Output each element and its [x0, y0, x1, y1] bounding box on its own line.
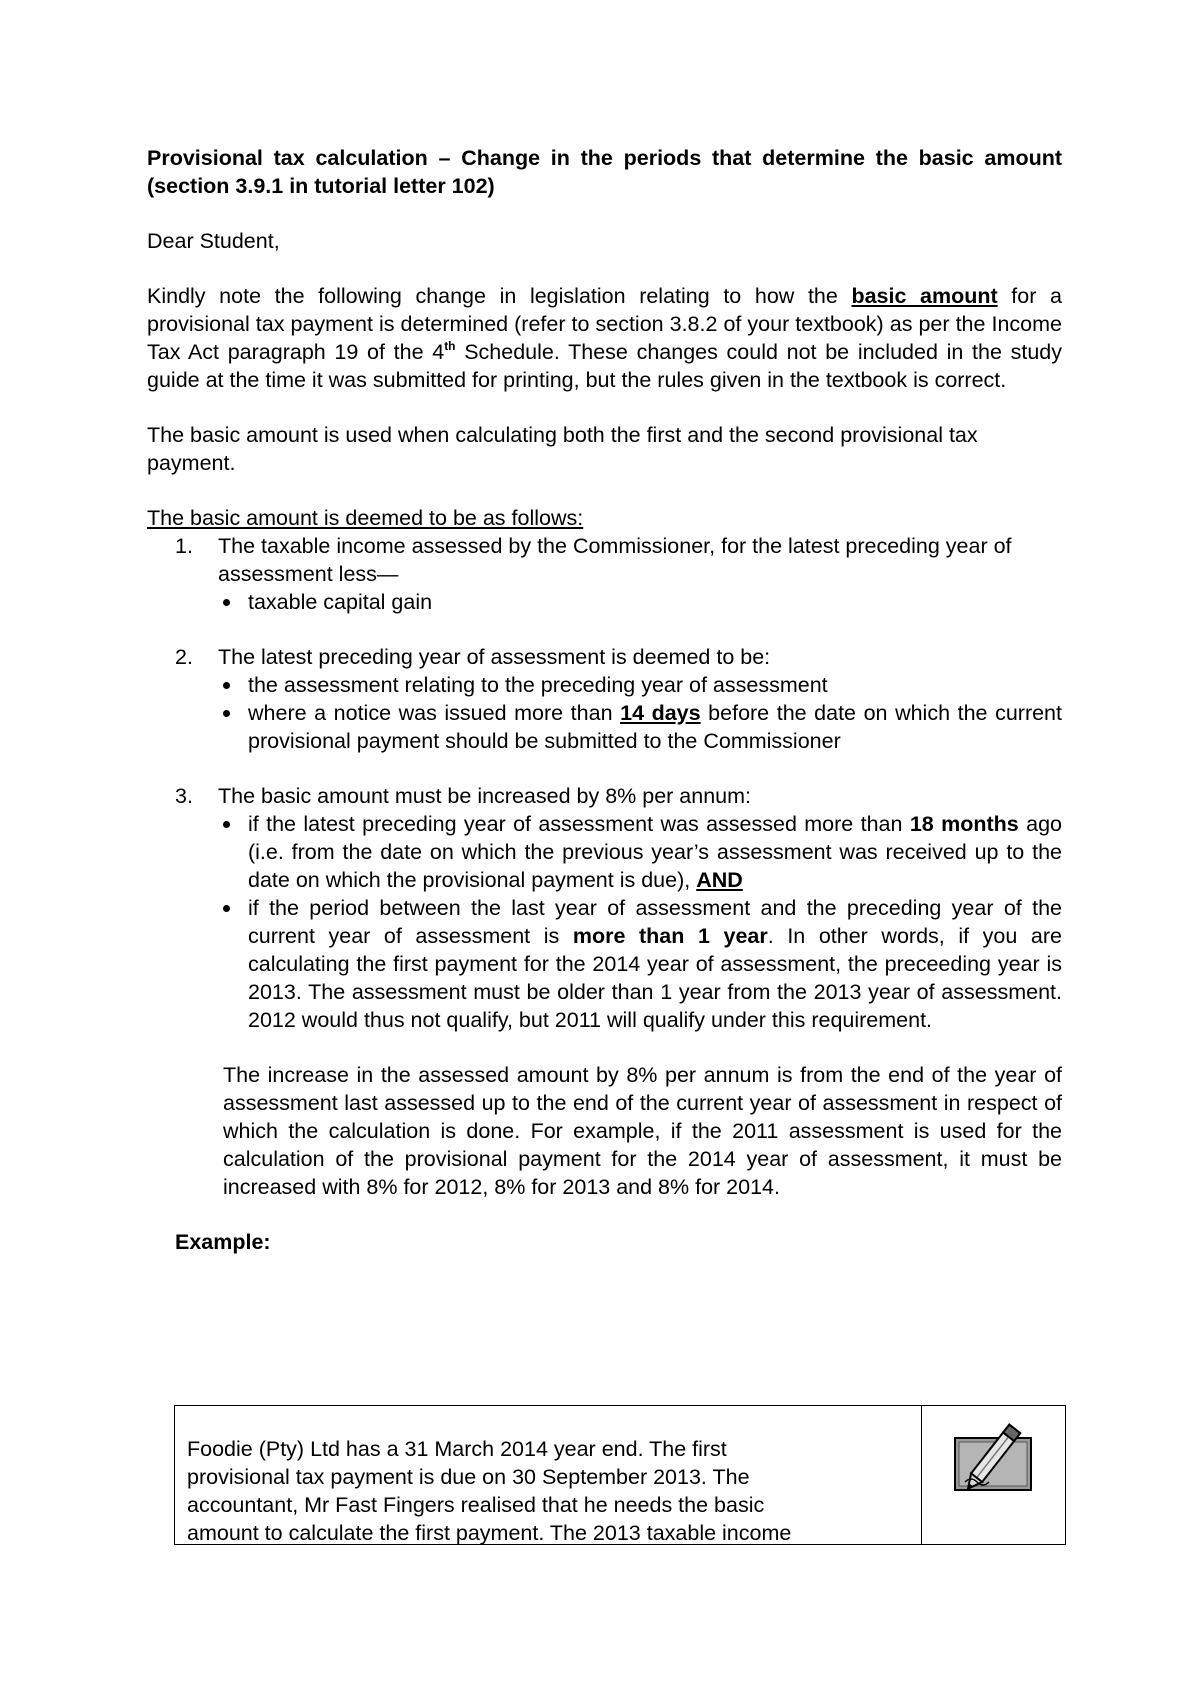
bullet-text: where a notice was issued more than: [248, 701, 621, 725]
basic-amount-emphasis: basic amount: [851, 284, 998, 308]
list-item-2: [147, 643, 1062, 755]
example-line: accountant, Mr Fast Fingers realised that he needs the basic: [187, 1493, 765, 1517]
bullet-text: if the latest preceding year of assessment was assessed more than: [248, 812, 910, 836]
bullet-text: if the period between the last year of assessment and the preceding year of the current year of assessment is: [248, 896, 1062, 948]
list-item-1: [147, 532, 1062, 616]
document-title: Provisional tax calculation – Change in the periods that determine the basic amount (section 3.9.1 in tutorial letter 102): [147, 146, 1062, 198]
bullet-item: [218, 588, 1062, 616]
bullet-text: the assessment relating to the preceding year of assessment: [248, 673, 828, 697]
basic-usage-paragraph: The basic amount is used when calculating both the first and the second provisional tax payment.: [147, 423, 978, 475]
sub-bullet-list: [218, 810, 1062, 1034]
example-line: amount to calculate the first payment. The 2013 taxable income: [187, 1521, 792, 1545]
example-box: [174, 1405, 1066, 1545]
eighteen-months-emphasis: 18 months: [909, 812, 1019, 836]
pencil-paper-icon: [947, 1416, 1037, 1496]
intro-text-3: Schedule. These changes could not be included in the study guide at the time it was submitted for printing, but the rules given in the textbook is correct.: [147, 340, 1062, 392]
list-number: 1.: [175, 534, 193, 558]
bullet-item: [218, 810, 1062, 894]
example-line: provisional tax payment is due on 30 September 2013. The: [187, 1465, 750, 1489]
bullet-item: [218, 894, 1062, 1034]
intro-text-2: for a provisional tax payment is determined (refer to section 3.8.2 of your textbook) as per the Income Tax Act paragraph 19 of the 4: [147, 284, 1062, 364]
document-body: [147, 144, 1062, 1256]
list-item-text: The taxable income assessed by the Commissioner, for the latest preceding year of assessment less—: [218, 534, 1012, 586]
increase-paragraph: The increase in the assessed amount by 8% per annum is from the end of the year of assessment last assessed up to the end of the current year of assessment in respect of which the calculation is done. For example, if the 2011 assessment is used for the calculation of the provisional payment for the 2014 year of assessment, it must be increased with 8% for 2012, 8% for 2013 and 8% for 2014.: [223, 1063, 1062, 1199]
list-number: 2.: [175, 645, 193, 669]
more-than-one-year-emphasis: more than 1 year: [572, 924, 768, 948]
bullet-text: taxable capital gain: [248, 590, 433, 614]
intro-text-1: Kindly note the following change in legislation relating to how the: [147, 284, 852, 308]
sub-bullet-list: [218, 671, 1062, 755]
sub-bullet-list: [218, 588, 1062, 616]
example-text-cell: [175, 1406, 922, 1544]
bullet-text: . In other words, if you are calculating the first payment for the 2014 year of assessment, the preceeding year is 2013. The assessment must be older than 1 year from the 2013 year of assessment. 2012 would thus not qualify, but 2011 will qualify under this requirement.: [248, 924, 1063, 1032]
deemed-heading: The basic amount is deemed to be as follows:: [147, 506, 584, 530]
list-item-3: [147, 782, 1062, 1034]
superscript-th: th: [444, 339, 456, 353]
intro-paragraph: [147, 282, 1062, 394]
bullet-item: [218, 699, 1062, 755]
bullet-item: [218, 671, 1062, 699]
greeting: Dear Student,: [147, 229, 280, 253]
list-item-text: The latest preceding year of assessment is deemed to be:: [218, 645, 771, 669]
example-label: Example:: [175, 1230, 271, 1254]
list-number: 3.: [175, 784, 193, 808]
example-line: Foodie (Pty) Ltd has a 31 March 2014 year end. The first: [187, 1437, 727, 1461]
list-item-text: The basic amount must be increased by 8% per annum:: [218, 784, 752, 808]
bullet-text: ago (i.e. from the date on which the previous year’s assessment was received up to the date on which the provisional payment is due),: [248, 812, 1062, 892]
fourteen-days-emphasis: 14 days: [620, 701, 701, 725]
example-icon-cell: [922, 1406, 1065, 1544]
and-emphasis: AND: [696, 868, 743, 892]
bullet-text: before the date on which the current provisional payment should be submitted to the Commissioner: [248, 701, 1062, 753]
